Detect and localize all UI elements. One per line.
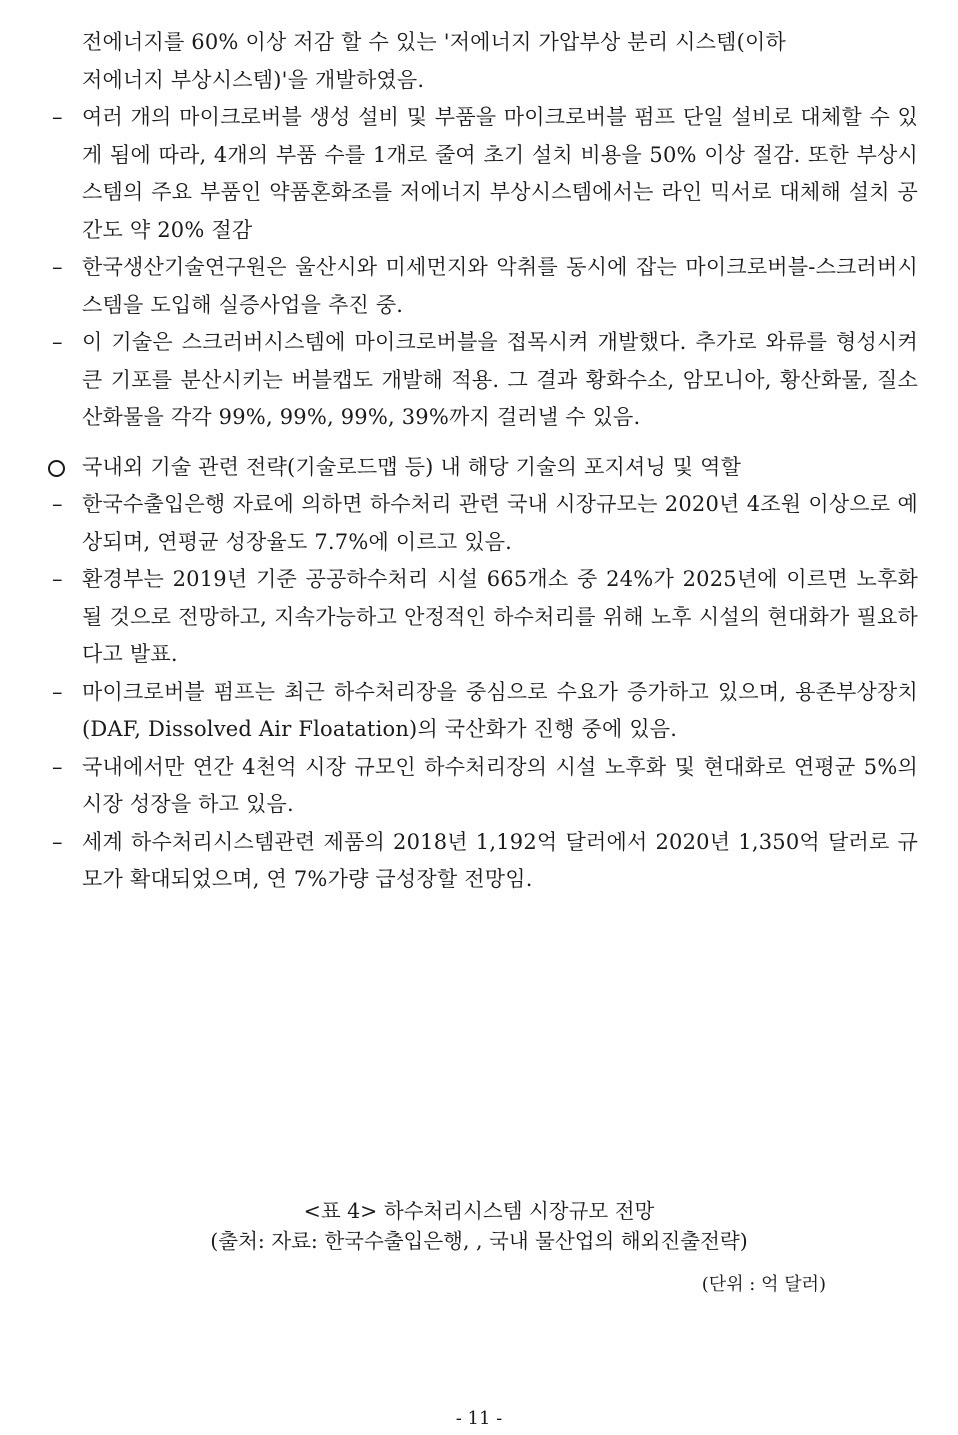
bullet-text: 한국수출입은행 자료에 의하면 하수처리 관련 국내 시장규모는 2020년 4조원 이상으로 예상되며, 연평균 성장율도 7.7%에 이르고 있음.: [82, 492, 918, 554]
bullet-global-market: [50, 824, 918, 899]
body-text: [50, 24, 918, 899]
table-unit-label: (단위 : 억 달러): [701, 1274, 826, 1295]
section-heading-text: 국내외 기술 관련 전략(기술로드맵 등) 내 해당 기술의 포지셔닝 및 역할: [82, 454, 742, 479]
table-caption: <표 4> 하수처리시스템 시장규모 전망: [303, 1199, 655, 1223]
bullet-text: 한국생산기술연구원은 울산시와 미세먼지와 악취를 동시에 잡는 마이크로버블-스크러버시스템을 도입해 실증사업을 추진 중.: [82, 255, 918, 317]
dash-bullet-mark: –: [52, 105, 63, 129]
bullet-text: 마이크로버블 펌프는 최근 하수처리장을 중심으로 수요가 증가하고 있으며, 용존부상장치(DAF, Dissolved Air Floatation)의 국산화가 진행 중에 있음.: [82, 679, 918, 741]
bullet-scrubber-tech: [50, 324, 918, 437]
dash-bullet-mark: –: [52, 829, 63, 854]
bullet-pump-replacement: [50, 99, 918, 249]
bullet-kitech-ulsan: [50, 249, 918, 324]
bullet-text: 국내에서만 연간 4천억 시장 규모인 하수처리장의 시설 노후화 및 현대화로 연평균 5%의 시장 성장을 하고 있음.: [82, 754, 918, 816]
bullet-microbubble-pump-demand: [50, 674, 918, 749]
bullet-text: 환경부는 2019년 기준 공공하수처리 시설 665개소 중 24%가 2025년에 이르면 노후화될 것으로 전망하고, 지속가능하고 안정적인 하수처리를 위해 노후 시설의 현대화가 필요하다고 발표.: [82, 567, 918, 666]
circle-bullet-icon: [48, 460, 65, 477]
bullet-text: 여러 개의 마이크로버블 생성 설비 및 부품을 마이크로버블 펌프 단일 설비로 대체할 수 있게 됨에 따라, 4개의 부품 수를 1개로 줄여 초기 설치 비용을 50% 이상 절감. 또한 부상시스템의 주요 부품인 약품혼화조를 저에너지 부상시스템에서는 라인 믹서로 대체해 설치 공간도 약 20% 절감: [82, 105, 918, 242]
dash-bullet-mark: –: [52, 567, 63, 591]
bullet-ministry-environment: [50, 561, 918, 674]
dash-bullet-mark: –: [52, 255, 63, 279]
section-heading-positioning: [50, 449, 918, 487]
intro-line-1: 전에너지를 60% 이상 저감 할 수 있는 '저에너지 가압부상 분리 시스템(이하: [82, 30, 787, 54]
dash-bullet-mark: –: [52, 679, 63, 704]
intro-line-2: 저에너지 부상시스템)'을 개발하였음.: [82, 67, 425, 92]
bullet-text: 이 기술은 스크러버시스템에 마이크로버블을 접목시켜 개발했다. 추가로 와류를 형성시켜 큰 기포를 분산시키는 버블캡도 개발해 적용. 그 결과 황화수소, 암모니아, 황산화물, 질소산화물을 각각 99%, 99%, 99%, 39%까지 걸러낼 수 있음.: [82, 330, 918, 429]
page-number: - 11 -: [455, 1408, 503, 1429]
bullet-plant-modernization: [50, 749, 918, 824]
dash-bullet-mark: –: [52, 492, 63, 516]
dash-bullet-mark: –: [52, 754, 63, 779]
bullet-domestic-market: [50, 486, 918, 561]
bullet-text: 세계 하수처리시스템관련 제품의 2018년 1,192억 달러에서 2020년 1,350억 달러로 규모가 확대되었으며, 연 7%가량 급성장할 전망임.: [82, 829, 918, 891]
dash-bullet-mark: –: [52, 330, 63, 354]
table-source: (출처: 자료: 한국수출입은행, , 국내 물산업의 해외진출전략): [210, 1229, 748, 1253]
table-caption-block: [0, 1196, 958, 1256]
